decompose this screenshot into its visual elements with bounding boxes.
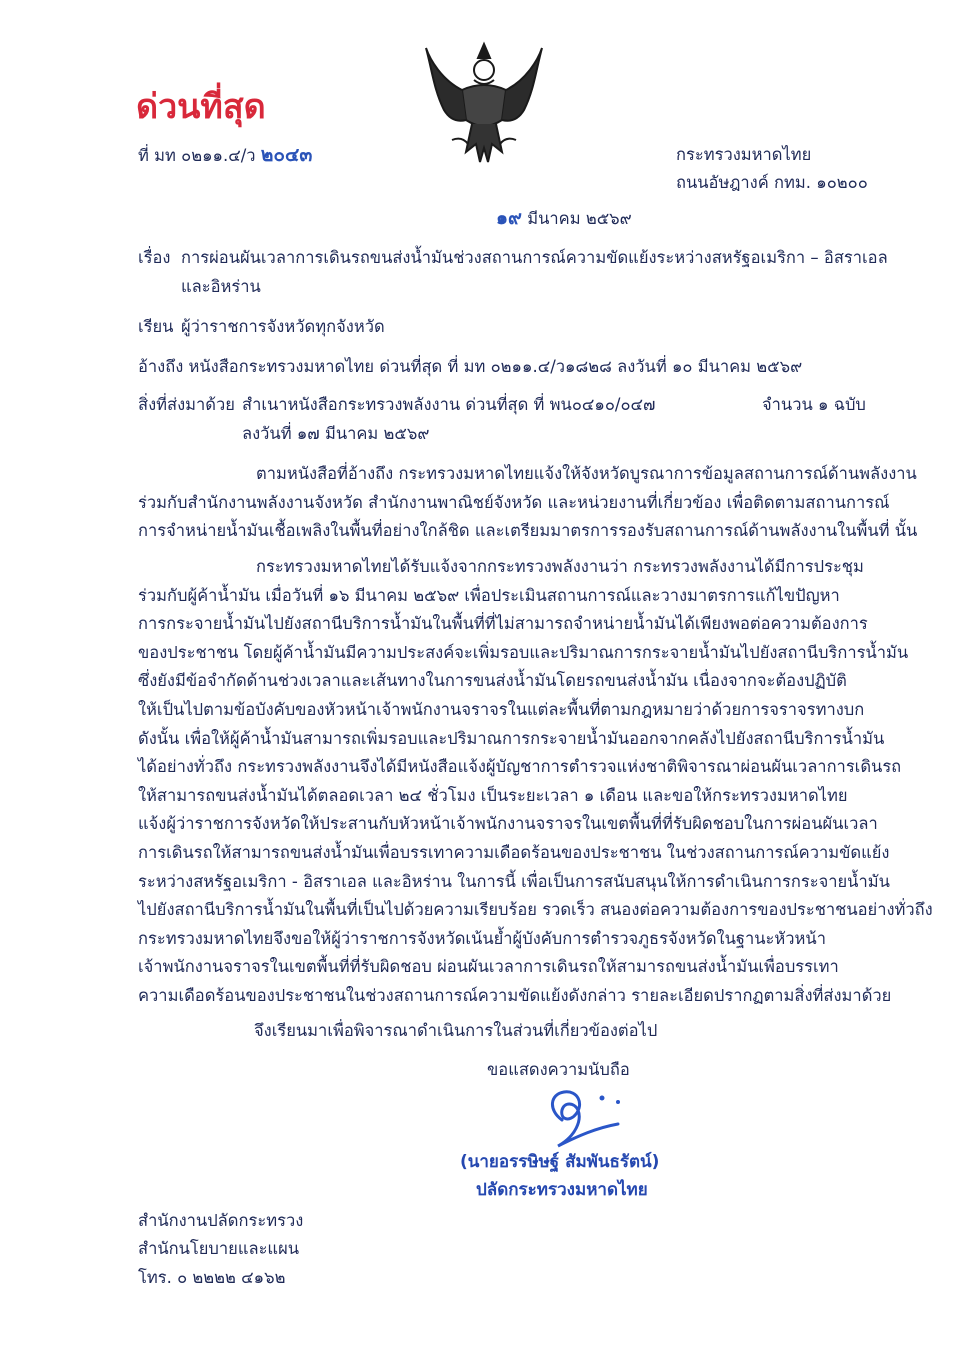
footer-phone: โทร. ๐ ๒๒๒๒ ๔๑๖๒: [138, 1268, 286, 1287]
enclosure-label: สิ่งที่ส่งมาด้วย: [138, 395, 235, 414]
enclosure-count: จำนวน ๑ ฉบับ: [762, 395, 866, 414]
subject-label: เรื่อง: [138, 248, 171, 267]
date-month-year: มีนาคม ๒๕๖๙: [527, 209, 632, 228]
paragraph-line: ตามหนังสือที่อ้างถึง กระทรวงมหาดไทยแจ้งให้จังหวัดบูรณาการข้อมูลสถานการณ์ด้านพลังงาน: [256, 464, 917, 483]
body-paragraph-1: [138, 460, 918, 546]
paragraph-line: ระหว่างสหรัฐอเมริกา - อิสราเอล และอิหร่าน ในการนี้ เพื่อเป็นการสนับสนุนให้การดำเนินการกระจายน้ำมัน: [138, 871, 890, 891]
org-name: กระทรวงมหาดไทย: [676, 145, 812, 164]
paragraph-line: การกระจายน้ำมันไปยังสถานีบริการน้ำมันในพื้นที่ที่ไม่สามารถจำหน่ายน้ำมันได้เพียงพอต่อความต้องการ: [138, 614, 868, 634]
reference-text: อ้างถึง หนังสือกระทรวงมหาดไทย ด่วนที่สุด ที่ มท ๐๒๑๑.๔/ว๑๘๒๘ ลงวันที่ ๑๐ มีนาคม ๒๕๖๙: [138, 357, 803, 376]
paragraph-line: ซึ่งยังมีข้อจำกัดด้านช่วงเวลาและเส้นทางในการขนส่งน้ำมันโดยรถขนส่งน้ำมัน เนื่องจากจะต้องปฏิบัติ: [138, 671, 847, 691]
document-date: [496, 208, 632, 229]
paragraph-line: ไปยังสถานีบริการน้ำมันในพื้นที่เป็นไปด้วยความเรียบร้อย รวดเร็ว สนองต่อความต้องการของประชาชนอย่างทั่วถึง: [138, 900, 933, 920]
footer-office: สำนักงานปลัดกระทรวง: [138, 1211, 304, 1230]
handwritten-signature: [518, 1080, 648, 1152]
garuda-emblem: [422, 40, 546, 170]
reference-number: [138, 145, 312, 166]
footer-division: สำนักนโยบายและแผน: [138, 1239, 300, 1258]
subject-line-2: และอิหร่าน: [181, 277, 261, 296]
paragraph-line: ร่วมกับสำนักงานพลังงานจังหวัด สำนักงานพาณิชย์จังหวัด และหน่วยงานที่เกี่ยวข้อง เพื่อติดตามสถานการณ์: [138, 492, 890, 512]
date-day-stamp: ๑๙: [496, 207, 522, 229]
paragraph-line: ความเดือดร้อนของประชาชนในช่วงสถานการณ์ความขัดแย้งดังกล่าว รายละเอียดปรากฏตามสิ่งที่ส่งมาด้วย: [138, 985, 892, 1005]
paragraph-line: เจ้าพนักงานจราจรในเขตพื้นที่ที่รับผิดชอบ ผ่อนผันเวลาการเดินรถให้สามารถขนส่งน้ำมันเพื่อบรรเทา: [138, 957, 839, 977]
paragraph-line: ให้เป็นไปตามข้อบังคับของหัวหน้าเจ้าพนักงานจราจรในแต่ละพื้นที่ตามกฎหมายว่าด้วยการจราจรทางบก: [138, 699, 865, 719]
paragraph-line: กระทรวงมหาดไทยจึงขอให้ผู้ว่าราชการจังหวัดเน้นย้ำผู้บังคับการตำรวจภูธรจังหวัดในฐานะหัวหน้า: [138, 928, 826, 948]
salutation: ขอแสดงความนับถือ: [487, 1060, 630, 1079]
paragraph-line: ของประชาชน โดยผู้ค้าน้ำมันมีความประสงค์จะเพิ่มรอบและปริมาณการกระจายน้ำมันไปยังสถานีบริการน้ำมัน: [138, 642, 909, 662]
enclosure-line-1: สำเนาหนังสือกระทรวงพลังงาน ด่วนที่สุด ที่ พน๐๔๑๐/๐๔๗: [242, 395, 656, 414]
paragraph-line: ดังนั้น เพื่อให้ผู้ค้าน้ำมันสามารถเพิ่มรอบและปริมาณการกระจายน้ำมันออกจากคลังไปยังสถานีบริการน้ำมัน: [138, 728, 885, 748]
paragraph-line: ให้สามารถขนส่งน้ำมันได้ตลอดเวลา ๒๔ ชั่วโมง เป็นระยะเวลา ๑ เดือน และขอให้กระทรวงมหาดไทย: [138, 785, 848, 805]
paragraph-line: แจ้งผู้ว่าราชการจังหวัดให้ประสานกับหัวหน้าเจ้าพนักงานจราจรในเขตพื้นที่ที่รับผิดชอบในการผ่อนผันเวลา: [138, 814, 878, 834]
urgency-stamp: ด่วนที่สุด: [136, 87, 266, 127]
recipient-text: ผู้ว่าราชการจังหวัดทุกจังหวัด: [181, 317, 385, 336]
paragraph-line: ได้อย่างทั่วถึง กระทรวงพลังงานจึงได้มีหนังสือแจ้งผู้บัญชาการตำรวจแห่งชาติพิจารณาผ่อนผันเวลาการเดินรถ: [138, 757, 902, 777]
paragraph-line: การเดินรถให้สามารถขนส่งน้ำมันเพื่อบรรเทาความเดือดร้อนของประชาชน ในช่วงสถานการณ์ความขัดแย้ง: [138, 842, 890, 862]
body-paragraph-2: [138, 553, 933, 1011]
recipient-label: เรียน: [138, 317, 174, 336]
paragraph-line: กระทรวงมหาดไทยได้รับแจ้งจากกระทรวงพลังงานว่า กระทรวงพลังงานได้มีการประชุม: [256, 557, 864, 576]
org-address: ถนนอัษฎางค์ กทม. ๑๐๒๐๐: [676, 173, 868, 192]
closing-sentence: จึงเรียนมาเพื่อพิจารณาดำเนินการในส่วนที่เกี่ยวข้องต่อไป: [254, 1021, 658, 1040]
ref-number-stamp: ๒๐๔๓: [260, 144, 313, 166]
subject-line-1: การผ่อนผันเวลาการเดินรถขนส่งน้ำมันช่วงสถานการณ์ความขัดแย้งระหว่างสหรัฐอเมริกา – อิสราเอล: [181, 248, 888, 267]
paragraph-line: การจำหน่ายน้ำมันเชื้อเพลิงในพื้นที่อย่างใกล้ชิด และเตรียมมาตรการรองรับสถานการณ์ด้านพลังงานในพื้นที่ นั้น: [138, 521, 918, 541]
paragraph-line: ร่วมกับผู้ค้าน้ำมัน เมื่อวันที่ ๑๖ มีนาคม ๒๕๖๙ เพื่อประเมินสถานการณ์และวางมาตรการแก้ไขปัญหา: [138, 585, 840, 605]
ref-prefix: ที่ มท ๐๒๑๑.๔/ว: [138, 146, 256, 165]
signatory-name: (นายอรรษิษฐ์ สัมพันธรัตน์): [460, 1152, 660, 1172]
enclosure-line-2: ลงวันที่ ๑๗ มีนาคม ๒๕๖๙: [242, 424, 430, 443]
signatory-title: ปลัดกระทรวงมหาดไทย: [476, 1180, 648, 1200]
